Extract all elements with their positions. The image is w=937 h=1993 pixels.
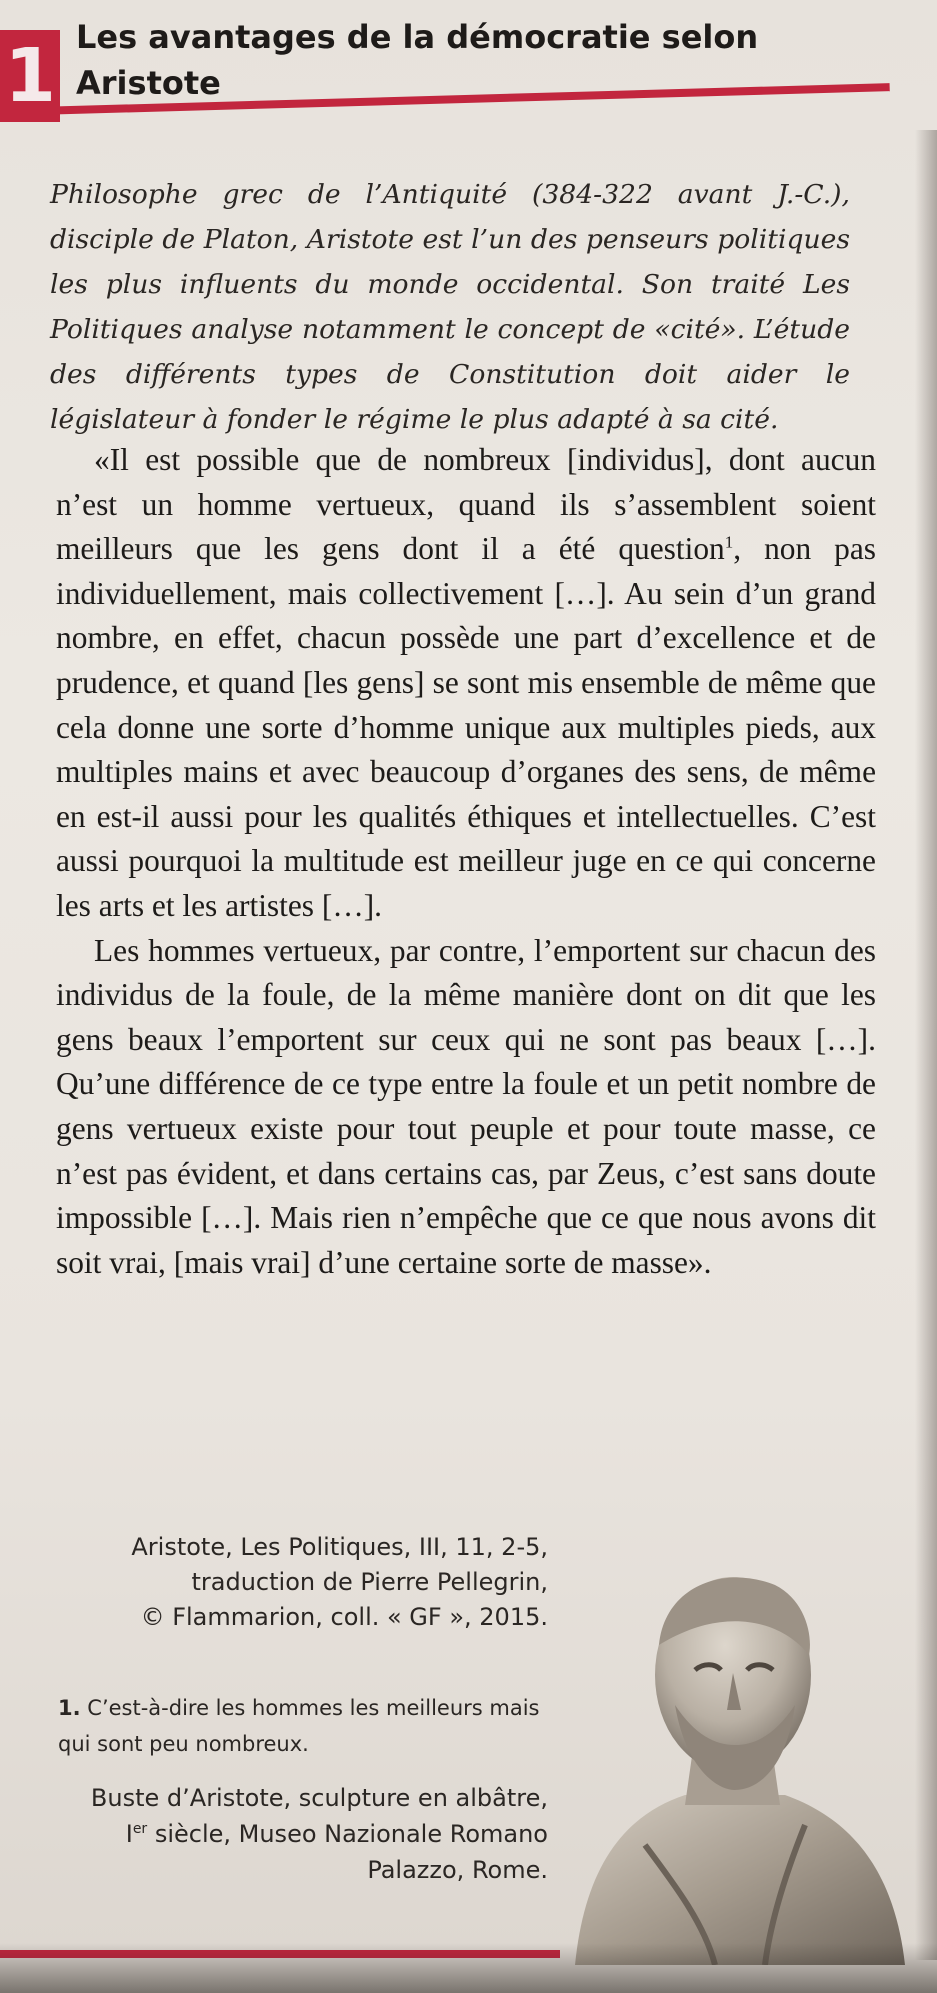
source-line-1: Aristote, Les Politiques, III, 11, 2-5,: [131, 1533, 548, 1561]
image-caption: [58, 1780, 548, 1888]
document-title: Les avantages de la démocratie selon Aristote: [76, 18, 759, 102]
page-edge-shadow: [915, 130, 937, 1960]
source-line-2: traduction de Pierre Pellegrin,: [191, 1568, 548, 1596]
page-bottom-shadow: [0, 1943, 937, 1993]
quote-p1-end: , non pas individuellement, mais collectivement […]. Au sein d’un grand nombre, en effet, chacun possède une part d’excellence et de prudence, et quand [les gens] se sont mis ensemble de même que cela donne une sorte d’homme unique aux multiples pieds, aux multiples mains et avec beaucoup d’organes des sens, de même en est-il aussi pour les qualités éthiques et intellectuelles. C’est aussi pourquoi la multitude est meilleur juge en ce qui concerne les arts et les artistes […].: [56, 531, 877, 923]
caption-century: I: [125, 1820, 133, 1848]
footnote-text: C’est-à-dire les hommes les meilleurs mais qui sont peu nombreux.: [58, 1696, 540, 1756]
quote-paragraph-2: Les hommes vertueux, par contre, l’emportent sur chacun des individus de la foule, de la même manière dont on dit que les gens beaux l’emportent sur ceux qui ne sont pas beaux […]. Qu’une différence de ce type entre la foule et un petit nombre de gens vertueux existe pour tout peuple et pour toute masse, ce n’est pas évident, et dans certains cas, par Zeus, c’est sans doute impossible […]. Mais rien n’empêche que ce que nous avons dit soit vrai, [mais vrai] d’une certaine sorte de masse».: [56, 932, 876, 1280]
intro-paragraph: Philosophe grec de l’Antiquité (384-322 avant J.-C.), disciple de Platon, Aristote est l’un des penseurs politiques les plus influents du monde occidental. Son traité Les Politiques analyse notamment le concept de «cité». L’étude des différents types de Constitution doit aider le législateur à fonder le régime le plus adapté à sa cité.: [50, 179, 850, 435]
quote-paragraph-1: [56, 438, 876, 929]
footnote-marker: 1.: [58, 1696, 81, 1720]
document-number-badge: 1: [0, 30, 60, 122]
caption-line-3: Palazzo, Rome.: [367, 1856, 548, 1884]
caption-line-1: Buste d’Aristote, sculpture en albâtre,: [90, 1784, 548, 1812]
footnote-reference: 1: [724, 532, 734, 552]
source-citation: [78, 1530, 548, 1635]
footnote: [58, 1690, 548, 1762]
source-line-3: © Flammarion, coll. « GF », 2015.: [140, 1603, 548, 1631]
quote-p1-start: «Il est possible que de nombreux [individus], dont aucun n’est un homme vertueux, quand ils s’assemblent soient meilleurs que les gens dont il a été question: [56, 442, 876, 567]
caption-line-2-rest: siècle, Museo Nazionale Romano: [147, 1820, 548, 1848]
bust-drapery: [575, 1795, 905, 1965]
caption-line-2: [58, 1816, 548, 1852]
caption-century-suffix: er: [132, 1821, 148, 1837]
aristotle-quote: [56, 438, 876, 1285]
aristotle-bust-image: [555, 1545, 915, 1965]
